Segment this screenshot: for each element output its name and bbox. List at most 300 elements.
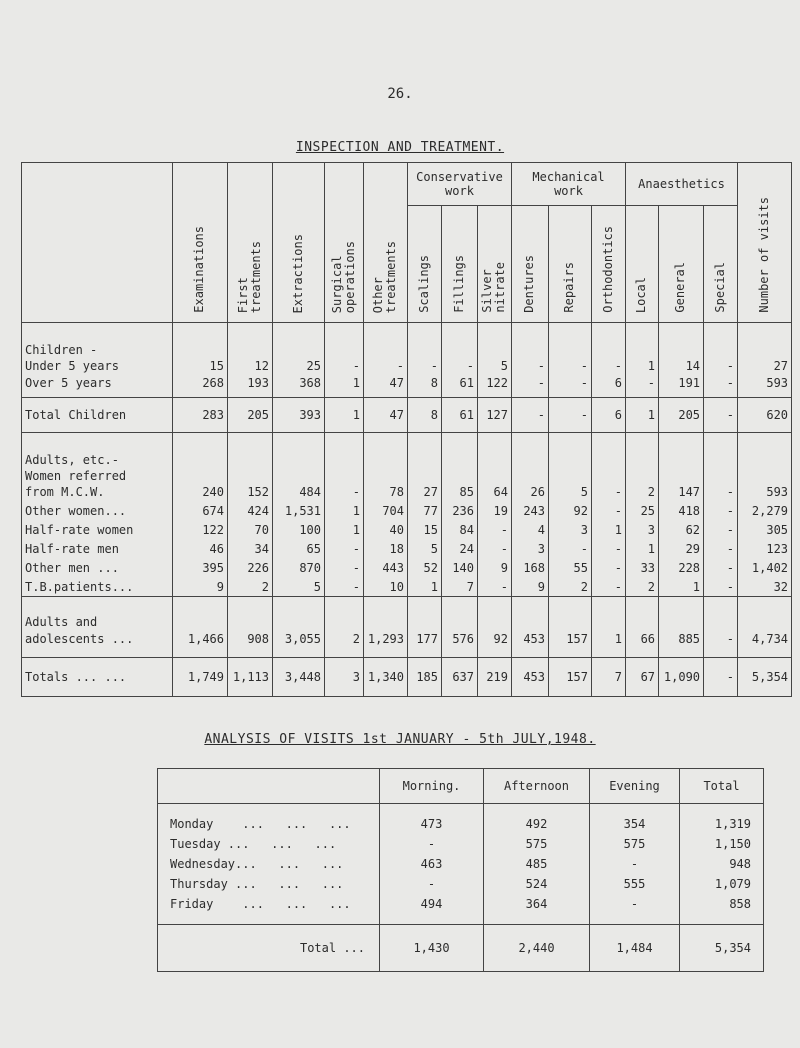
value-cell: 2	[626, 483, 659, 501]
empty-cell	[738, 613, 792, 629]
spacer-cell	[158, 914, 380, 925]
spacer-cell	[738, 433, 792, 450]
value-cell: 7	[442, 577, 478, 597]
spacer-cell	[442, 433, 478, 450]
value-cell: 1	[626, 539, 659, 558]
value-cell: 157	[549, 629, 592, 649]
value-cell: 92	[549, 501, 592, 520]
value-cell: 18	[364, 539, 408, 558]
visits-value-cell: 1,319	[680, 814, 764, 834]
empty-cell	[659, 467, 704, 483]
value-cell: 620	[738, 398, 792, 433]
children-heading-row	[22, 341, 792, 357]
value-cell: -	[704, 629, 738, 649]
spacer-cell	[549, 649, 592, 658]
value-cell: 484	[273, 483, 325, 501]
spacer-row	[22, 649, 792, 658]
empty-cell	[626, 341, 659, 357]
value-cell: 3	[325, 658, 364, 697]
day-label: Monday ... ... ...	[158, 814, 380, 834]
value-cell: 3,448	[273, 658, 325, 697]
value-cell: 1,090	[659, 658, 704, 697]
value-cell: 393	[273, 398, 325, 433]
spacer-cell	[680, 804, 764, 815]
value-cell: 61	[442, 374, 478, 391]
row-label: Women referred	[22, 467, 173, 483]
visits-value-cell: -	[380, 874, 484, 894]
value-cell: 62	[659, 520, 704, 539]
empty-cell	[659, 341, 704, 357]
value-cell: 2	[626, 577, 659, 597]
empty-cell	[173, 467, 228, 483]
value-cell: -	[549, 374, 592, 391]
spacer-cell	[325, 323, 364, 342]
empty-cell	[273, 341, 325, 357]
empty-cell	[512, 449, 549, 467]
spacer-cell	[273, 597, 325, 614]
spacer-row	[22, 433, 792, 450]
value-cell: 5	[273, 577, 325, 597]
empty-cell	[738, 449, 792, 467]
header-number-of-visits: Number of visits	[738, 163, 792, 323]
empty-cell	[325, 467, 364, 483]
empty-cell	[273, 613, 325, 629]
value-cell: 40	[364, 520, 408, 539]
visits-day-row	[158, 874, 764, 894]
value-cell: 84	[442, 520, 478, 539]
visits-value-cell: 575	[484, 834, 590, 854]
visits-header-afternoon: Afternoon	[484, 769, 590, 804]
visits-value-cell: 463	[380, 854, 484, 874]
empty-cell	[173, 449, 228, 467]
value-cell: 240	[173, 483, 228, 501]
spacer-cell	[22, 649, 173, 658]
spacer-cell	[22, 323, 173, 342]
spacer-cell	[592, 597, 626, 614]
empty-cell	[408, 341, 442, 357]
spacer-cell	[478, 597, 512, 614]
value-cell: 92	[478, 629, 512, 649]
empty-cell	[592, 341, 626, 357]
spacer-cell	[704, 649, 738, 658]
spacer-cell	[549, 433, 592, 450]
value-cell: 25	[273, 357, 325, 374]
spacer-cell	[484, 804, 590, 815]
header-special: Special	[704, 206, 738, 323]
value-cell: 236	[442, 501, 478, 520]
spacer-row	[22, 323, 792, 342]
value-cell: 219	[478, 658, 512, 697]
header-surgical-operations: Surgical operations	[325, 163, 364, 323]
spacer-cell	[273, 433, 325, 450]
value-cell: -	[512, 374, 549, 391]
adult-row	[22, 520, 792, 539]
empty-cell	[512, 341, 549, 357]
visits-total-label: Total ...	[158, 925, 380, 972]
row-label: Half-rate women	[22, 520, 173, 539]
value-cell: 1	[408, 577, 442, 597]
empty-cell	[273, 449, 325, 467]
value-cell: 305	[738, 520, 792, 539]
spacer-cell	[478, 433, 512, 450]
value-cell: 26	[512, 483, 549, 501]
empty-cell	[592, 613, 626, 629]
visits-value-cell: 1,150	[680, 834, 764, 854]
adults-total-line1-row	[22, 613, 792, 629]
day-label: Thursday ... ... ...	[158, 874, 380, 894]
spacer-cell	[228, 649, 273, 658]
value-cell: 34	[228, 539, 273, 558]
value-cell: -	[478, 520, 512, 539]
value-cell: 4	[512, 520, 549, 539]
spacer-cell	[659, 649, 704, 658]
visits-header-total: Total	[680, 769, 764, 804]
spacer-row	[158, 804, 764, 815]
adult-row	[22, 558, 792, 577]
value-cell: 885	[659, 629, 704, 649]
spacer-cell	[512, 323, 549, 342]
spacer-cell	[738, 649, 792, 658]
value-cell: 637	[442, 658, 478, 697]
value-cell: 193	[228, 374, 273, 391]
spacer-cell	[704, 433, 738, 450]
value-cell: -	[408, 357, 442, 374]
value-cell: -	[592, 483, 626, 501]
value-cell: 123	[738, 539, 792, 558]
visits-day-row	[158, 894, 764, 914]
header-local: Local	[626, 206, 659, 323]
header-conservative-work: Conservative work	[408, 163, 512, 206]
value-cell: -	[549, 357, 592, 374]
value-cell: 15	[173, 357, 228, 374]
value-cell: 122	[173, 520, 228, 539]
value-cell: -	[325, 357, 364, 374]
visits-total-value: 1,484	[590, 925, 680, 972]
visits-value-cell: -	[380, 834, 484, 854]
visits-day-row	[158, 834, 764, 854]
visits-value-cell: 473	[380, 814, 484, 834]
header-mechanical-work: Mechanical work	[512, 163, 626, 206]
value-cell: -	[325, 539, 364, 558]
spacer-cell	[228, 433, 273, 450]
visits-total-value: 2,440	[484, 925, 590, 972]
empty-cell	[173, 613, 228, 629]
value-cell: -	[704, 357, 738, 374]
header-first-treatments: First treatments	[228, 163, 273, 323]
value-cell: -	[512, 398, 549, 433]
spacer-cell	[273, 323, 325, 342]
spacer-cell	[364, 323, 408, 342]
value-cell: 8	[408, 398, 442, 433]
value-cell: 177	[408, 629, 442, 649]
empty-cell	[626, 449, 659, 467]
empty-cell	[408, 467, 442, 483]
spacer-cell	[659, 433, 704, 450]
visits-value-cell: 948	[680, 854, 764, 874]
adult-row	[22, 539, 792, 558]
visits-header-evening: Evening	[590, 769, 680, 804]
header-examinations: Examinations	[173, 163, 228, 323]
value-cell: 1,531	[273, 501, 325, 520]
visits-header-row	[158, 769, 764, 804]
value-cell: 1	[659, 577, 704, 597]
value-cell: 5	[408, 539, 442, 558]
value-cell: 243	[512, 501, 549, 520]
value-cell: 19	[478, 501, 512, 520]
row-label: Adults and	[22, 613, 173, 629]
value-cell: 1	[626, 357, 659, 374]
empty-cell	[704, 449, 738, 467]
value-cell: 6	[592, 374, 626, 391]
value-cell: 14	[659, 357, 704, 374]
value-cell: 453	[512, 658, 549, 697]
spacer-cell	[380, 804, 484, 815]
header-other-treatments: Other treatments	[364, 163, 408, 323]
value-cell: 25	[626, 501, 659, 520]
value-cell: 9	[173, 577, 228, 597]
header-dentures: Dentures	[512, 206, 549, 323]
header-row-top	[22, 163, 792, 206]
empty-cell	[549, 613, 592, 629]
value-cell: 15	[408, 520, 442, 539]
visits-value-cell: 555	[590, 874, 680, 894]
spacer-cell	[408, 649, 442, 658]
value-cell: 191	[659, 374, 704, 391]
visits-total-value: 5,354	[680, 925, 764, 972]
spacer-cell	[325, 597, 364, 614]
empty-cell	[228, 341, 273, 357]
value-cell: 67	[626, 658, 659, 697]
value-cell: -	[626, 374, 659, 391]
spacer-cell	[626, 323, 659, 342]
spacer-cell	[659, 597, 704, 614]
value-cell: -	[592, 577, 626, 597]
adults-heading-row	[22, 449, 792, 467]
value-cell: 65	[273, 539, 325, 558]
spacer-cell	[512, 433, 549, 450]
row-label: Adults, etc.-	[22, 449, 173, 467]
spacer-cell	[478, 649, 512, 658]
spacer-cell	[549, 323, 592, 342]
empty-cell	[704, 613, 738, 629]
spacer-cell	[442, 323, 478, 342]
value-cell: 2	[549, 577, 592, 597]
value-cell: 8	[408, 374, 442, 391]
page-number: 26.	[387, 86, 413, 102]
children-row	[22, 374, 792, 391]
value-cell: -	[549, 539, 592, 558]
value-cell: -	[549, 398, 592, 433]
spacer-cell	[592, 323, 626, 342]
empty-cell	[512, 613, 549, 629]
totals-row	[22, 658, 792, 697]
value-cell: -	[325, 483, 364, 501]
empty-cell	[549, 341, 592, 357]
empty-cell	[704, 341, 738, 357]
empty-cell	[228, 467, 273, 483]
value-cell: 185	[408, 658, 442, 697]
row-label: Children -	[22, 341, 173, 357]
value-cell: 1,113	[228, 658, 273, 697]
value-cell: 1,293	[364, 629, 408, 649]
spacer-cell	[22, 433, 173, 450]
row-label: from M.C.W.	[22, 483, 173, 501]
value-cell: 64	[478, 483, 512, 501]
empty-cell	[478, 449, 512, 467]
value-cell: -	[704, 658, 738, 697]
empty-cell	[478, 467, 512, 483]
value-cell: 168	[512, 558, 549, 577]
spacer-cell	[228, 597, 273, 614]
spacer-cell	[704, 597, 738, 614]
value-cell: 226	[228, 558, 273, 577]
value-cell: 46	[173, 539, 228, 558]
value-cell: 2,279	[738, 501, 792, 520]
value-cell: 55	[549, 558, 592, 577]
visits-value-cell: 858	[680, 894, 764, 914]
spacer-cell	[325, 649, 364, 658]
value-cell: -	[325, 577, 364, 597]
spacer-cell	[738, 323, 792, 342]
value-cell: 47	[364, 398, 408, 433]
row-label: Total Children	[22, 398, 173, 433]
day-label: Wednesday... ... ...	[158, 854, 380, 874]
empty-cell	[626, 613, 659, 629]
empty-cell	[325, 341, 364, 357]
value-cell: 52	[408, 558, 442, 577]
spacer-cell	[173, 597, 228, 614]
empty-cell	[704, 467, 738, 483]
spacer-cell	[173, 323, 228, 342]
value-cell: 368	[273, 374, 325, 391]
value-cell: 228	[659, 558, 704, 577]
value-cell: 27	[408, 483, 442, 501]
value-cell: -	[325, 558, 364, 577]
value-cell: 1	[325, 501, 364, 520]
value-cell: 127	[478, 398, 512, 433]
empty-cell	[592, 467, 626, 483]
empty-cell	[659, 613, 704, 629]
value-cell: 32	[738, 577, 792, 597]
value-cell: -	[704, 558, 738, 577]
empty-cell	[173, 341, 228, 357]
value-cell: 453	[512, 629, 549, 649]
spacer-cell	[364, 433, 408, 450]
value-cell: 47	[364, 374, 408, 391]
value-cell: -	[364, 357, 408, 374]
spacer-cell	[549, 597, 592, 614]
value-cell: 418	[659, 501, 704, 520]
spacer-cell	[158, 804, 380, 815]
value-cell: 704	[364, 501, 408, 520]
value-cell: -	[704, 577, 738, 597]
spacer-row	[22, 597, 792, 614]
value-cell: 674	[173, 501, 228, 520]
value-cell: 1	[626, 398, 659, 433]
spacer-cell	[408, 323, 442, 342]
empty-cell	[408, 449, 442, 467]
adult-row	[22, 501, 792, 520]
day-label: Tuesday ... ... ...	[158, 834, 380, 854]
empty-cell	[228, 449, 273, 467]
value-cell: 100	[273, 520, 325, 539]
header-anaesthetics: Anaesthetics	[626, 163, 738, 206]
children-row	[22, 357, 792, 374]
value-cell: 1	[592, 629, 626, 649]
value-cell: 576	[442, 629, 478, 649]
women-referred-line1-row	[22, 467, 792, 483]
empty-cell	[325, 613, 364, 629]
empty-cell	[478, 341, 512, 357]
empty-cell	[228, 613, 273, 629]
empty-cell	[364, 341, 408, 357]
value-cell: 66	[626, 629, 659, 649]
value-cell: 152	[228, 483, 273, 501]
spacer-cell	[325, 433, 364, 450]
empty-cell	[549, 467, 592, 483]
empty-cell	[325, 449, 364, 467]
value-cell: 24	[442, 539, 478, 558]
value-cell: 1,466	[173, 629, 228, 649]
value-cell: 78	[364, 483, 408, 501]
value-cell: 870	[273, 558, 325, 577]
visits-value-cell: 524	[484, 874, 590, 894]
spacer-cell	[478, 323, 512, 342]
adults-adolescents-row	[22, 629, 792, 649]
empty-cell	[364, 467, 408, 483]
value-cell: 4,734	[738, 629, 792, 649]
visits-header-blank	[158, 769, 380, 804]
visits-value-cell: 364	[484, 894, 590, 914]
visits-value-cell: 575	[590, 834, 680, 854]
header-repairs: Repairs	[549, 206, 592, 323]
value-cell: 443	[364, 558, 408, 577]
empty-cell	[273, 467, 325, 483]
spacer-cell	[364, 597, 408, 614]
row-label: Other men ...	[22, 558, 173, 577]
value-cell: -	[478, 539, 512, 558]
value-cell: 33	[626, 558, 659, 577]
empty-cell	[442, 467, 478, 483]
value-cell: 1,749	[173, 658, 228, 697]
value-cell: 2	[325, 629, 364, 649]
row-label: Other women...	[22, 501, 173, 520]
value-cell: -	[592, 539, 626, 558]
spacer-cell	[626, 433, 659, 450]
visits-value-cell: -	[590, 894, 680, 914]
value-cell: 70	[228, 520, 273, 539]
value-cell: 593	[738, 483, 792, 501]
value-cell: 12	[228, 357, 273, 374]
row-label: Over 5 years	[22, 374, 173, 391]
value-cell: 3,055	[273, 629, 325, 649]
value-cell: 6	[592, 398, 626, 433]
value-cell: 5	[478, 357, 512, 374]
spacer-cell	[442, 649, 478, 658]
spacer-cell	[273, 649, 325, 658]
value-cell: 1	[325, 520, 364, 539]
value-cell: 10	[364, 577, 408, 597]
row-label: Under 5 years	[22, 357, 173, 374]
analysis-of-visits-table	[157, 768, 764, 972]
value-cell: 85	[442, 483, 478, 501]
header-general: General	[659, 206, 704, 323]
visits-value-cell: 1,079	[680, 874, 764, 894]
empty-cell	[364, 613, 408, 629]
spacer-cell	[228, 323, 273, 342]
header-scalings: Scalings	[408, 206, 442, 323]
day-label: Friday ... ... ...	[158, 894, 380, 914]
